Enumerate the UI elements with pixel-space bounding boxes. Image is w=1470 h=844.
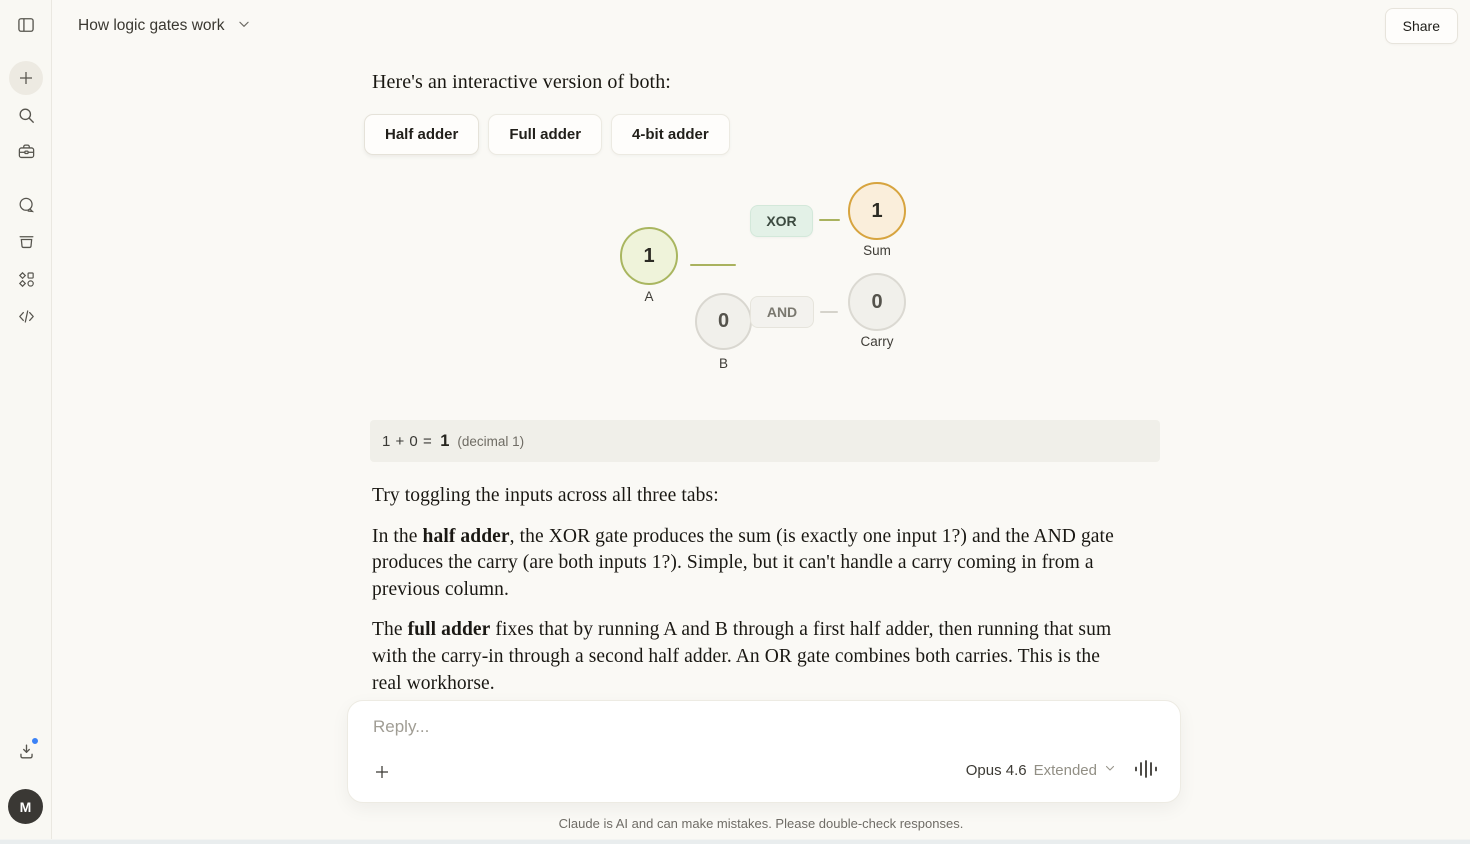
message-text <box>372 483 1134 711</box>
carry-label: Carry <box>860 334 894 349</box>
input-a-value: 1 <box>643 244 655 267</box>
disclaimer-text: Claude is AI and can make mistakes. Please double-check responses. <box>558 816 964 831</box>
paragraph: In the half adder, the XOR gate produces the sum (is exactly one input 1?) and the AND gate produces the carry (are both inputs 1?). Simple, but it can't handle a carry coming in from a previous column. <box>372 525 1114 600</box>
paragraph: Try toggling the inputs across all three tabs: <box>372 485 719 506</box>
tab-full-adder[interactable]: Full adder <box>488 114 602 155</box>
new-chat-button[interactable] <box>9 61 43 95</box>
input-a-toggle[interactable] <box>620 227 678 285</box>
plus-icon <box>373 763 391 784</box>
archive-button[interactable] <box>9 224 43 258</box>
input-b-label: B <box>718 356 728 371</box>
and-gate: AND <box>750 296 814 328</box>
page-title: How logic gates work <box>78 17 225 34</box>
result-note: (decimal 1) <box>457 433 525 449</box>
tab-4bit-adder[interactable]: 4-bit adder <box>611 114 730 155</box>
result-expression: 1 + 0 = <box>382 432 433 450</box>
archive-box-icon <box>17 232 36 251</box>
projects-button[interactable] <box>9 134 43 168</box>
paragraph: The full adder fixes that by running A and B through a first half adder, then running that sum with the carry-in through a second half adder. An OR gate combines both carries. This is the real workhorse. <box>372 619 1112 694</box>
reply-composer <box>347 700 1181 803</box>
search-button[interactable] <box>9 98 43 132</box>
chat-bubble-icon <box>17 196 36 215</box>
tab-half-adder[interactable]: Half adder <box>364 114 479 155</box>
bottom-edge-strip <box>0 839 1470 844</box>
input-b-value: 0 <box>717 310 730 332</box>
model-mode: Extended <box>1033 761 1097 779</box>
waveform-icon <box>1133 758 1159 783</box>
user-avatar[interactable] <box>8 789 43 824</box>
chats-button[interactable] <box>9 188 43 222</box>
notification-dot <box>30 736 40 746</box>
sum-label: Sum <box>863 243 891 258</box>
result-value: 1 <box>440 431 450 450</box>
chevron-down-icon <box>237 17 251 36</box>
input-b-toggle[interactable] <box>695 293 752 350</box>
code-icon <box>17 307 36 326</box>
sum-value: 1 <box>871 199 883 222</box>
download-button[interactable] <box>9 734 43 768</box>
carry-value: 0 <box>871 290 883 313</box>
model-selector[interactable] <box>966 758 1116 782</box>
chat-title-dropdown[interactable] <box>78 13 251 39</box>
adder-tabs <box>364 114 730 155</box>
half-adder-diagram <box>372 163 1160 415</box>
sum-output <box>848 182 906 240</box>
briefcase-icon <box>17 142 36 161</box>
plus-icon <box>17 69 35 87</box>
wire-input-a <box>690 264 736 266</box>
intro-text: Here's an interactive version of both: <box>372 71 671 93</box>
sidebar-toggle-button[interactable] <box>9 8 43 42</box>
input-a-label: A <box>644 289 654 304</box>
dictate-button[interactable] <box>1130 755 1162 785</box>
connectors-button[interactable] <box>9 262 43 296</box>
model-name: Opus 4.6 <box>965 761 1027 779</box>
avatar-initial: M <box>19 798 32 815</box>
sidebar-toggle-icon <box>16 15 36 35</box>
search-icon <box>17 106 36 125</box>
reply-input[interactable]: Reply... <box>373 717 430 736</box>
xor-gate: XOR <box>750 205 813 237</box>
chevron-down-icon <box>1104 761 1116 779</box>
sidebar <box>0 0 52 844</box>
carry-output <box>848 273 906 331</box>
wire-and-to-carry <box>820 311 838 313</box>
code-button[interactable] <box>9 299 43 333</box>
wire-xor-to-sum <box>819 219 840 221</box>
attach-button[interactable] <box>368 759 396 787</box>
share-button[interactable]: Share <box>1385 8 1458 44</box>
shapes-grid-icon <box>17 270 36 289</box>
result-bar <box>370 420 1160 462</box>
